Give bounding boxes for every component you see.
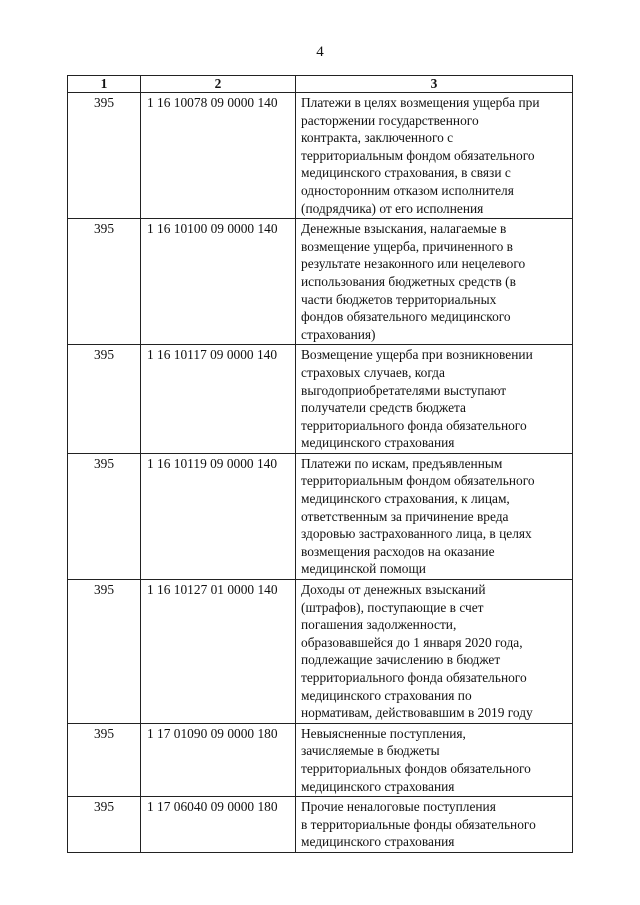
description-cell: Доходы от денежных взысканий (штрафов), поступающие в счет погашения задолженности, образовавшейся до 1 января 2020 года, подлежащие зачислению в бюджет территориального фонда обязательного медицинского страхования по нормативам, действовавшим в 2019 году xyxy=(296,580,573,724)
table-row xyxy=(68,723,573,796)
budget-code-cell: 1 17 01090 09 0000 180 xyxy=(141,723,296,796)
admin-code-cell: 395 xyxy=(68,219,141,345)
description-cell: Платежи в целях возмещения ущерба при расторжении государственного контракта, заключенного с территориальным фондом обязательного медицинского страхования, в связи с односторонним отказом исполнителя (подрядчика) от его исполнения xyxy=(296,93,573,219)
table-row xyxy=(68,797,573,853)
description-cell: Прочие неналоговые поступления в территориальные фонды обязательного медицинского страхования xyxy=(296,797,573,853)
table-row xyxy=(68,580,573,724)
budget-code-cell: 1 16 10127 01 0000 140 xyxy=(141,580,296,724)
admin-code-cell: 395 xyxy=(68,797,141,853)
budget-code-cell: 1 16 10117 09 0000 140 xyxy=(141,345,296,454)
admin-code-cell: 395 xyxy=(68,453,141,579)
description-cell: Платежи по искам, предъявленным территориальным фондом обязательного медицинского страхования, к лицам, ответственным за причинение вреда здоровью застрахованного лица, в целях возмещения расходов на оказание медицинской помощи xyxy=(296,453,573,579)
admin-code-cell: 395 xyxy=(68,580,141,724)
description-cell: Невыясненные поступления, зачисляемые в бюджеты территориальных фондов обязательного медицинского страхования xyxy=(296,723,573,796)
budget-code-cell: 1 16 10100 09 0000 140 xyxy=(141,219,296,345)
table-header-row xyxy=(68,76,573,93)
budget-code-cell: 1 17 06040 09 0000 180 xyxy=(141,797,296,853)
admin-code-cell: 395 xyxy=(68,345,141,454)
table-row xyxy=(68,219,573,345)
revenue-codes-table xyxy=(67,75,573,853)
table-row xyxy=(68,453,573,579)
column-header-2: 2 xyxy=(141,76,296,93)
budget-code-cell: 1 16 10119 09 0000 140 xyxy=(141,453,296,579)
column-header-1: 1 xyxy=(68,76,141,93)
budget-code-cell: 1 16 10078 09 0000 140 xyxy=(141,93,296,219)
admin-code-cell: 395 xyxy=(68,723,141,796)
page-number: 4 xyxy=(316,44,324,60)
description-cell: Возмещение ущерба при возникновении страховых случаев, когда выгодоприобретателями выступают получатели средств бюджета территориального фонда обязательного медицинского страхования xyxy=(296,345,573,454)
table-row xyxy=(68,345,573,454)
table-row xyxy=(68,93,573,219)
description-cell: Денежные взыскания, налагаемые в возмещение ущерба, причиненного в результате незаконного или нецелевого использования бюджетных средств (в части бюджетов территориальных фондов обязательного медицинского страхования) xyxy=(296,219,573,345)
admin-code-cell: 395 xyxy=(68,93,141,219)
column-header-3: 3 xyxy=(296,76,573,93)
